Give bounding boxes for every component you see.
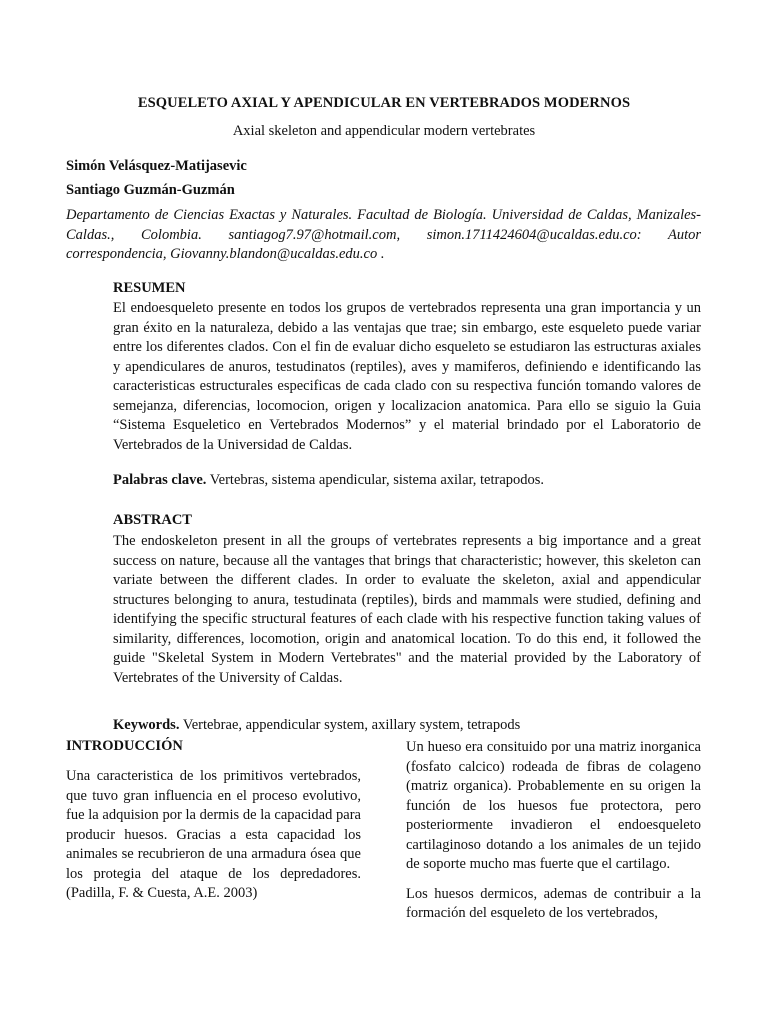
author-1: Simón Velásquez-Matijasevic: [66, 158, 247, 174]
palabras-clave-label: Palabras clave.: [113, 472, 207, 488]
resumen-text: El endoesqueleto presente en todos los grupos de vertebrados representa una gran importancia y un gran éxito en la naturaleza, debido a las ventajas que trae; sin embargo, este esqueleto puede variar entre los diferentes clados. Con el fin de evaluar dicho esqueleto se estudiaron las estructuras axiales y apendiculares de anuros, testudinatos (reptiles), aves y mamiferos, definiendo e identificando las caracteristicas estructurales especificas de cada clado con su respectiva función tomando valores de semejanza, diferencias, locomocion, origen y localizacion anatomica. Para ello se siguio la Guia “Sistema Esqueletico en Vertebrados Modernos” y el material brindado por el Laboratorio de Vertebrados de la Universidad de Caldas.: [113, 300, 701, 453]
keywords-label: Keywords.: [113, 717, 180, 733]
keywords-text: Vertebrae, appendicular system, axillary system, tetrapods: [179, 717, 521, 733]
intro-right-paragraph-2: Los huesos dermicos, ademas de contribuir a la formación del esqueleto de los vertebrados,: [406, 885, 701, 921]
author-2: Santiago Guzmán-Guzmán: [66, 182, 235, 198]
paper-subtitle: Axial skeleton and appendicular modern vertebrates: [232, 123, 536, 139]
intro-left-column: [66, 767, 361, 904]
paper-title: ESQUELETO AXIAL Y APENDICULAR EN VERTEBRADOS MODERNOS: [137, 95, 631, 111]
intro-heading: INTRODUCCIÓN: [66, 738, 183, 754]
intro-right-column: [406, 738, 701, 924]
keywords: [113, 716, 701, 736]
intro-left-paragraph: Una caracteristica de los primitivos vertebrados, que tuvo gran influencia en el proceso evolutivo, fue la adquision por la dermis de la capacidad para producir huesos. Gracias a esta capacidad los animales se recubrieron de una armadura ósea que los protegia del ataque de los depredadores. (Padilla, F. & Cuesta, A.E. 2003): [66, 768, 361, 901]
intro-right-paragraph-1: Un hueso era consituido por una matriz inorganica (fosfato calcico) rodeada de fibras de colageno (matriz organica). Probablemente en su origen la función de los huesos fue protectora, pero posteriormente invadieron el endoesqueleto cartilaginoso dotando a los animales de un tejido de soporte mucho mas fuerte que el cartilago.: [406, 739, 701, 872]
resumen-heading: RESUMEN: [113, 280, 186, 296]
palabras-clave-text: Vertebras, sistema apendicular, sistema axilar, tetrapodos.: [206, 472, 545, 488]
palabras-clave: [113, 471, 701, 491]
abstract-heading: ABSTRACT: [113, 512, 192, 528]
affiliation: Departamento de Ciencias Exactas y Naturales. Facultad de Biología. Universidad de Caldas, Manizales-Caldas., Colombia. santiagog7.97@hotmail.com, simon.1711424604@ucaldas.edu.co: Autor correspondencia, Giovanny.blandon@ucaldas.edu.co .: [66, 207, 701, 262]
abstract-text: The endoskeleton present in all the groups of vertebrates represents a big importance and a great success on nature, because all the vantages that brings that characteristic; however, this skeleton can variate between the different clades. In order to evaluate the skeleton, axial and appendicular structures belonging to anura, testudinata (reptiles), birds and mammals were studied, defining and identifying the specific structural features of each clade with his respective function taking values of similarity, differences, locomotion, origin and anatomical location. To do this end, it followed the guide "Skeletal System in Modern Vertebrates" and the material provided by the Laboratory of Vertebrates of the University of Caldas.: [113, 533, 701, 686]
